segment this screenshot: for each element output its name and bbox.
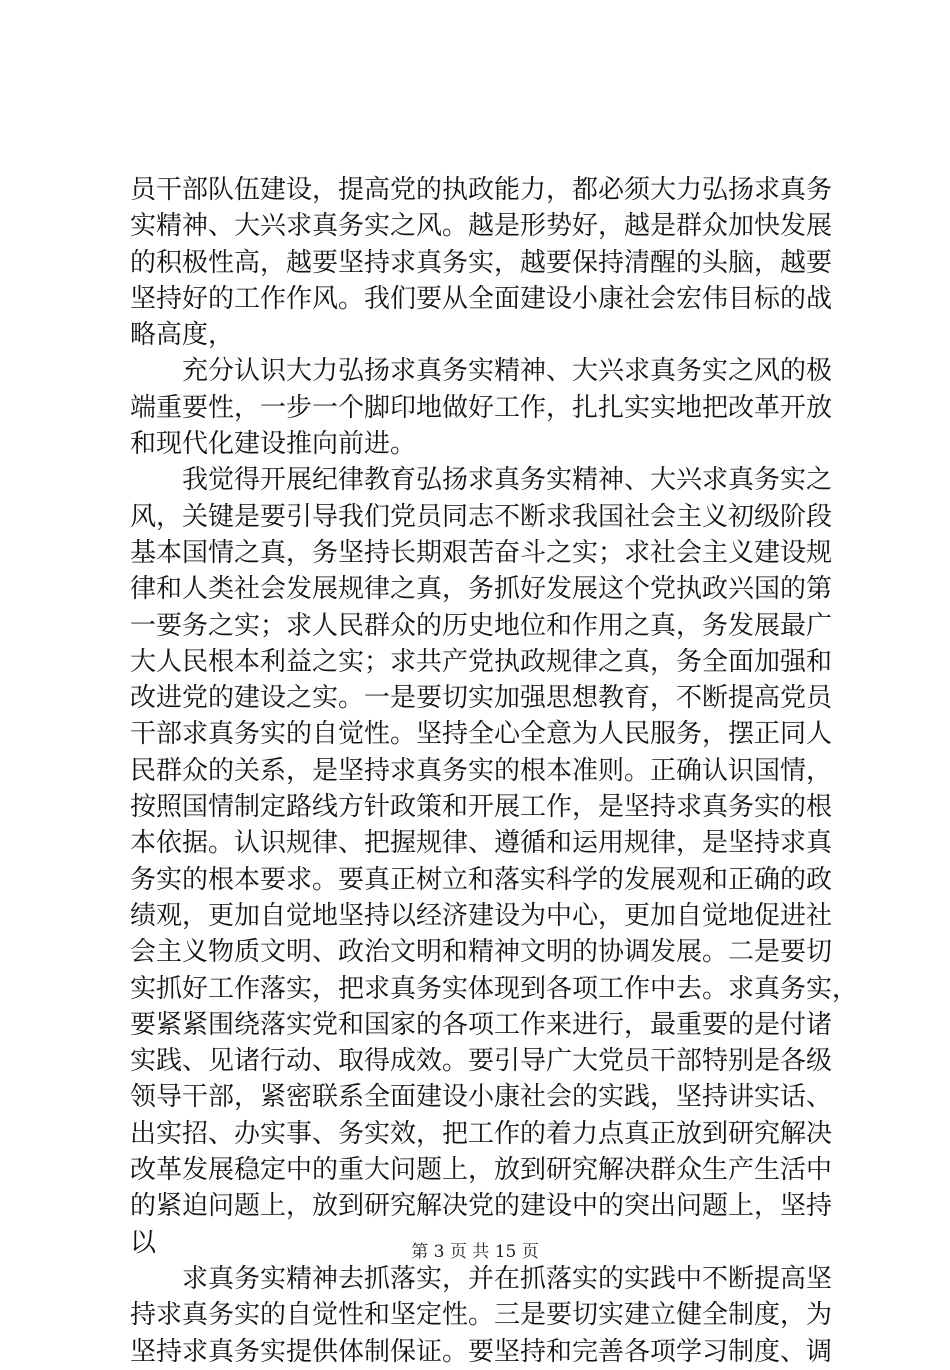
text-line: 要紧紧围绕落实党和国家的各项工作来进行，最重要的是付诸 (130, 1009, 833, 1040)
text-line: 略高度， (130, 320, 235, 351)
text-line: 我觉得开展纪律教育弘扬求真务实精神、大兴求真务实之 (182, 465, 833, 496)
text-line: 的紧迫问题上，放到研究解决党的建设中的突出问题上，坚持 (130, 1191, 833, 1222)
text-line: 员干部队伍建设，提高党的执政能力，都必须大力弘扬求真务 (130, 175, 833, 205)
text-line: 坚持求真务实提供体制保证。要坚持和完善各项学习制度、调 (130, 1336, 833, 1367)
text-line: 和现代化建设推向前进。 (130, 429, 417, 460)
text-line: 出实招、办实事、务实效，把工作的着力点真正放到研究解决 (130, 1118, 833, 1149)
text-line: 按照国情制定路线方针政策和开展工作，是坚持求真务实的根 (130, 792, 833, 823)
text-line: 一要务之实；求人民群众的历史地位和作用之真，务发展最广 (130, 610, 833, 641)
page-footer: 第 3 页 共 15 页 (411, 1242, 539, 1262)
text-line: 的积极性高，越要坚持求真务实，越要保持清醒的头脑，越要 (130, 247, 833, 278)
text-line: 大人民根本利益之实；求共产党执政规律之真，务全面加强和 (130, 646, 833, 677)
text-line: 实践、见诸行动、取得成效。要引导广大党员干部特别是各级 (130, 1046, 833, 1077)
text-line: 实精神、大兴求真务实之风。越是形势好，越是群众加快发展 (130, 211, 833, 242)
text-line: 实抓好工作落实，把求真务实体现到各项工作中去。求真务实， (130, 973, 859, 1004)
text-line: 本依据。认识规律、把握规律、遵循和运用规律，是坚持求真 (130, 828, 833, 859)
text-line: 领导干部，紧密联系全面建设小康社会的实践，坚持讲实话、 (130, 1082, 833, 1113)
text-line: 求真务实精神去抓落实，并在抓落实的实践中不断提高坚 (182, 1263, 833, 1294)
text-line: 干部求真务实的自觉性。坚持全心全意为人民服务，摆正同人 (130, 719, 833, 750)
text-line: 基本国情之真，务坚持长期艰苦奋斗之实；求社会主义建设规 (130, 537, 833, 568)
text-line: 会主义物质文明、政治文明和精神文明的协调发展。二是要切 (130, 937, 833, 968)
text-line: 绩观，更加自觉地坚持以经济建设为中心，更加自觉地促进社 (130, 900, 833, 931)
text-line: 坚持好的工作作风。我们要从全面建设小康社会宏伟目标的战 (130, 283, 833, 314)
text-line: 改革发展稳定中的重大问题上，放到研究解决群众生产生活中 (130, 1155, 833, 1186)
text-line: 持求真务实的自觉性和坚定性。三是要切实建立健全制度，为 (130, 1300, 833, 1331)
text-line: 端重要性，一步一个脚印地做好工作，扎扎实实地把改革开放 (130, 392, 833, 423)
text-line: 民群众的关系，是坚持求真务实的根本准则。正确认识国情， (130, 755, 833, 786)
text-line: 务实的根本要求。要真正树立和落实科学的发展观和正确的政 (130, 864, 833, 895)
text-line: 改进党的建设之实。一是要切实加强思想教育，不断提高党员 (130, 683, 833, 714)
text-line: 风，关键是要引导我们党员同志不断求我国社会主义初级阶段 (130, 501, 833, 532)
text-line: 充分认识大力弘扬求真务实精神、大兴求真务实之风的极 (182, 356, 833, 387)
text-line: 律和人类社会发展规律之真，务抓好发展这个党执政兴国的第 (130, 574, 833, 605)
body-text (130, 172, 859, 1370)
text-line: 以 (130, 1227, 157, 1258)
